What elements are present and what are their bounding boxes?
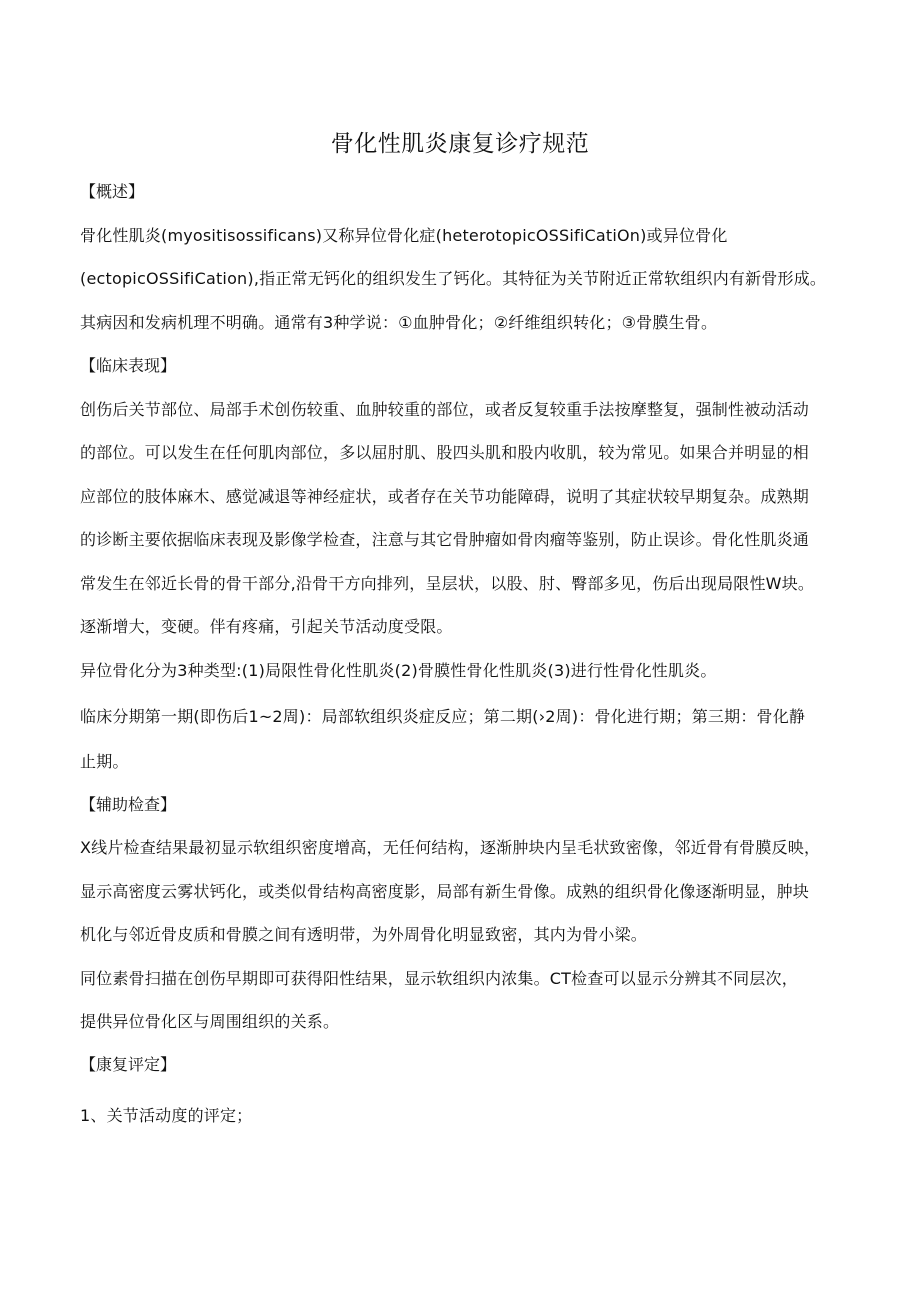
auxiliary-line: 同位素骨扫描在创伤早期即可获得阳性结果，显示软组织内浓集。CT检查可以显示分辨其不同层次， <box>80 969 798 988</box>
section-heading-overview: 【概述】 <box>80 182 145 201</box>
clinical-line: 应部位的肢体麻木、感觉减退等神经症状，或者存在关节功能障碍，说明了其症状较早期复杂。成熟期 <box>80 487 810 506</box>
clinical-line: 逐渐增大，变硬。伴有疼痛，引起关节活动度受限。 <box>80 617 453 636</box>
auxiliary-line: 显示高密度云雾状钙化，或类似骨结构高密度影，局部有新生骨像。成熟的组织骨化像逐渐明显，肿块 <box>80 882 810 901</box>
section-heading-clinical: 【临床表现】 <box>80 356 177 375</box>
section-heading-rehab: 【康复评定】 <box>80 1055 177 1074</box>
rehab-line: 1、关节活动度的评定； <box>80 1106 253 1125</box>
clinical-line: 常发生在邻近长骨的骨干部分,沿骨干方向排列，呈层状，以股、肘、臀部多见，伤后出现局限性W块。 <box>80 574 815 593</box>
auxiliary-line: 提供异位骨化区与周围组织的关系。 <box>80 1012 340 1031</box>
section-heading-auxiliary: 【辅助检查】 <box>80 795 177 814</box>
overview-line: 其病因和发病机理不明确。通常有3种学说：①血肿骨化；②纤维组织转化；③骨膜生骨。 <box>80 313 718 332</box>
clinical-line: 临床分期第一期(即伤后1~2周)：局部软组织炎症反应；第二期(›2周)：骨化进行期；第三期：骨化静 <box>80 707 806 726</box>
overview-line: (ectopicOSSifiCation),指正常无钙化的组织发生了钙化。其特征为关节附近正常软组织内有新骨形成。 <box>80 269 827 288</box>
clinical-line: 异位骨化分为3种类型:(1)局限性骨化性肌炎(2)骨膜性骨化性肌炎(3)进行性骨化性肌炎。 <box>80 661 717 680</box>
auxiliary-line: 机化与邻近骨皮质和骨膜之间有透明带，为外周骨化明显致密，其内为骨小梁。 <box>80 925 648 944</box>
clinical-line: 的部位。可以发生在任何肌肉部位，多以屈肘肌、股四头肌和股内收肌，较为常见。如果合并明显的相 <box>80 443 810 462</box>
overview-line: 骨化性肌炎(myositisossificans)又称异位骨化症(heterotopicOSSifiCatiOn)或异位骨化 <box>80 226 728 245</box>
clinical-line: 的诊断主要依据临床表现及影像学检查，注意与其它骨肿瘤如骨肉瘤等鉴别，防止误诊。骨化性肌炎通 <box>80 530 810 549</box>
clinical-line: 止期。 <box>80 752 129 771</box>
page-title: 骨化性肌炎康复诊疗规范 <box>330 131 590 157</box>
auxiliary-line: X线片检查结果最初显示软组织密度增高，无任何结构，逐渐肿块内呈毛状致密像，邻近骨有骨膜反映， <box>80 838 821 857</box>
clinical-line: 创伤后关节部位、局部手术创伤较重、血肿较重的部位，或者反复较重手法按摩整复，强制性被动活动 <box>80 400 810 419</box>
